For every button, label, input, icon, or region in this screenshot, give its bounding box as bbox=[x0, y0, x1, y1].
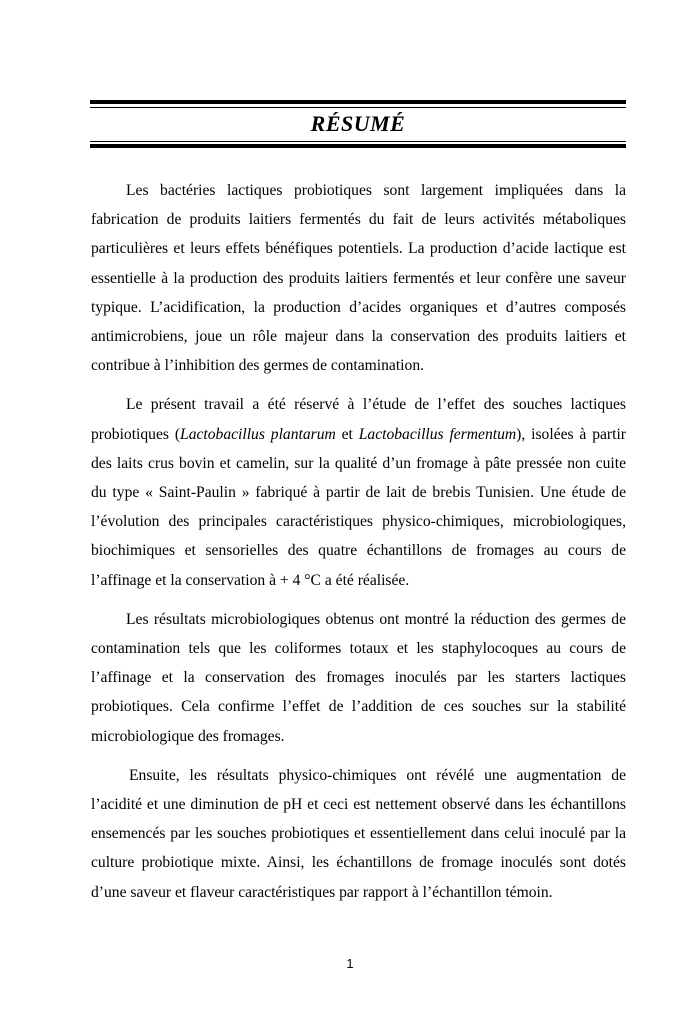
title-block bbox=[90, 100, 626, 150]
paragraph-2-part-1: Le présent travail a été réservé à l’étude de l’effet des souches lactiques probiotiques ( bbox=[91, 396, 626, 443]
paragraph-3: Les résultats microbiologiques obtenus ont montré la réduction des germes de contamination tels que les coliformes totaux et les staphylocoques au cours de l’affinage et la conservation des fromages inoculés par les starters lactiques probiotiques. Cela confirme l’effet de l’addition de ces souches sur la stabilité microbiologique des fromages. bbox=[91, 610, 626, 745]
paragraph-2-part-2: et bbox=[335, 425, 359, 443]
title-rule-top-thin bbox=[90, 107, 626, 108]
title-rule-bottom-thick bbox=[90, 144, 626, 148]
paragraph-2 bbox=[91, 390, 626, 594]
title-rule-top-thick bbox=[90, 100, 626, 104]
page-title: RÉSUMÉ bbox=[310, 111, 406, 136]
abstract-body bbox=[91, 176, 626, 917]
species-name-plantarum: Lactobacillus plantarum bbox=[180, 425, 336, 443]
paragraph-4: Ensuite, les résultats physico-chimiques ont révélé une augmentation de l’acidité et une diminution de pH et ceci est nettement observé dans les échantillons ensemencés par les souches probiotiques et essentiellement dans celui inoculé par la culture probiotique mixte. Ainsi, les échantillons de fromage inoculés sont dotés d’une saveur et flaveur caractéristiques par rapport à l’échantillon témoin. bbox=[91, 766, 626, 901]
page-number: 1 bbox=[346, 956, 354, 971]
title-rule-bottom-thin bbox=[90, 141, 626, 142]
paragraph-2-part-3: ), isolées à partir des laits crus bovin et camelin, sur la qualité d’un fromage à pâte pressée non cuite du type « Saint-Paulin » fabriqué à partir de lait de brebis Tunisien. Une étude de l’évolution des principales caractéristiques physico-chimiques, microbiologiques, biochimiques et sensorielles des quatre échantillons de fromages au cours de l’affinage et la conservation à + 4 °C a été réalisée. bbox=[91, 425, 626, 589]
species-name-fermentum: Lactobacillus fermentum bbox=[358, 425, 517, 443]
paragraph-1: Les bactéries lactiques probiotiques sont largement impliquées dans la fabrication de produits laitiers fermentés du fait de leurs activités métaboliques particulières et leurs effets bénéfiques potentiels. La production d’acide lactique est essentielle à la production des produits laitiers fermentés et leur confère une saveur typique. L’acidification, la production d’acides organiques et d’autres composés antimicrobiens, joue un rôle majeur dans la conservation des produits laitiers et contribue à l’inhibition des germes de contamination. bbox=[91, 182, 626, 375]
